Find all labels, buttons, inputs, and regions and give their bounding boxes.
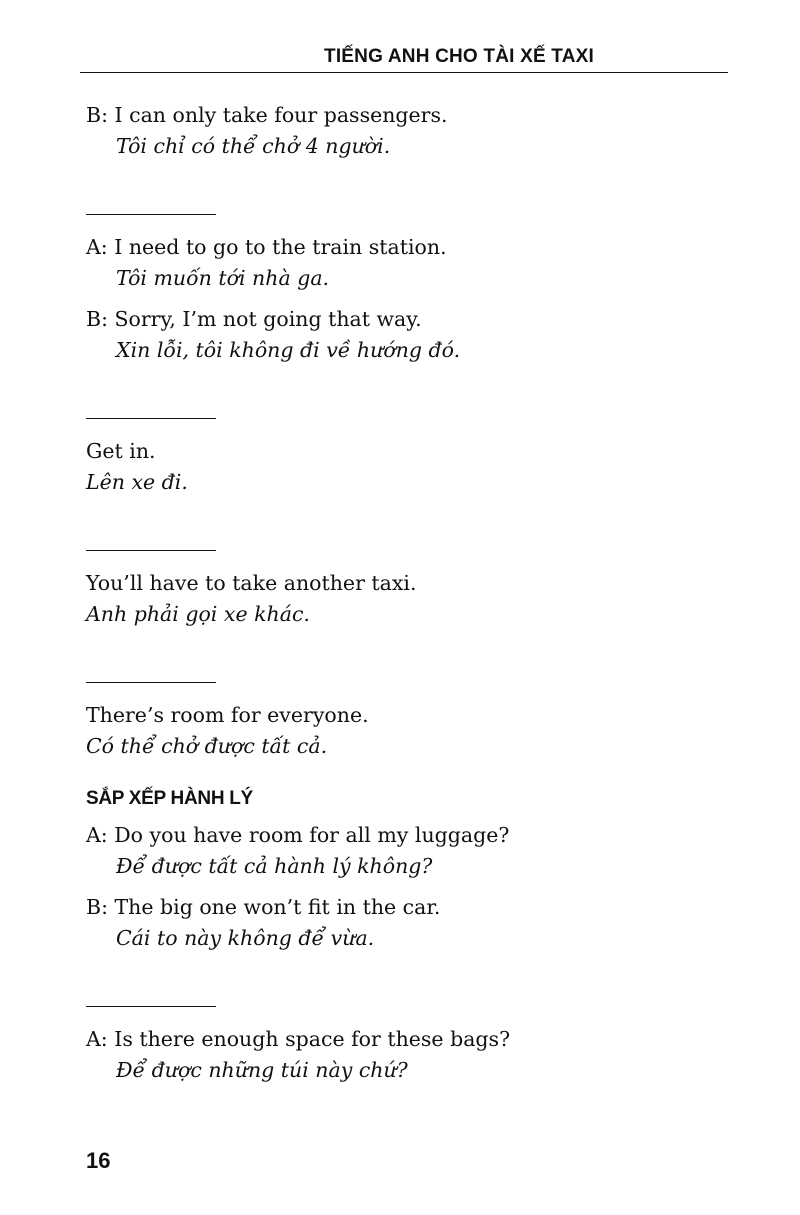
phrase-block	[86, 700, 746, 762]
vietnamese-translation: Tôi chỉ có thể chở 4 người.	[116, 134, 391, 158]
phrase-block	[86, 892, 746, 954]
english-phrase: B: Sorry, I’m not going that way.	[86, 307, 422, 331]
separator	[86, 538, 746, 564]
english-phrase: There’s room for everyone.	[86, 703, 369, 727]
english-phrase: You’ll have to take another taxi.	[86, 571, 417, 595]
vietnamese-translation: Lên xe đi.	[86, 470, 188, 494]
english-phrase: A: Do you have room for all my luggage?	[86, 823, 510, 847]
phrase-block	[86, 304, 746, 366]
english-phrase: A: I need to go to the train station.	[86, 235, 447, 259]
separator	[86, 994, 746, 1020]
phrase-block	[86, 100, 746, 162]
vietnamese-translation: Xin lỗi, tôi không đi về hướng đó.	[116, 338, 461, 362]
english-phrase: Get in.	[86, 439, 156, 463]
vietnamese-translation: Tôi muốn tới nhà ga.	[116, 266, 330, 290]
separator	[86, 670, 746, 696]
separator	[86, 406, 746, 432]
phrase-block	[86, 1024, 746, 1086]
vietnamese-translation: Cái to này không để vừa.	[116, 926, 375, 950]
section-heading: SẮP XẾP HÀNH LÝ	[86, 788, 253, 809]
header-rule	[80, 72, 728, 73]
phrase-block	[86, 232, 746, 294]
running-header	[80, 42, 728, 76]
phrase-block	[86, 820, 746, 882]
english-phrase: A: Is there enough space for these bags?	[86, 1027, 511, 1051]
english-phrase: B: I can only take four passengers.	[86, 103, 448, 127]
vietnamese-translation: Để được những túi này chứ?	[116, 1058, 408, 1082]
vietnamese-translation: Có thể chở được tất cả.	[86, 734, 328, 758]
english-phrase: B: The big one won’t fit in the car.	[86, 895, 441, 919]
phrase-block	[86, 436, 746, 498]
book-title: TIẾNG ANH CHO TÀI XẾ TAXI	[324, 46, 594, 67]
phrase-block	[86, 568, 746, 630]
vietnamese-translation: Anh phải gọi xe khác.	[86, 602, 310, 626]
page-number: 16	[86, 1148, 111, 1173]
separator	[86, 202, 746, 228]
vietnamese-translation: Để được tất cả hành lý không?	[116, 854, 433, 878]
page-content	[86, 100, 746, 1096]
